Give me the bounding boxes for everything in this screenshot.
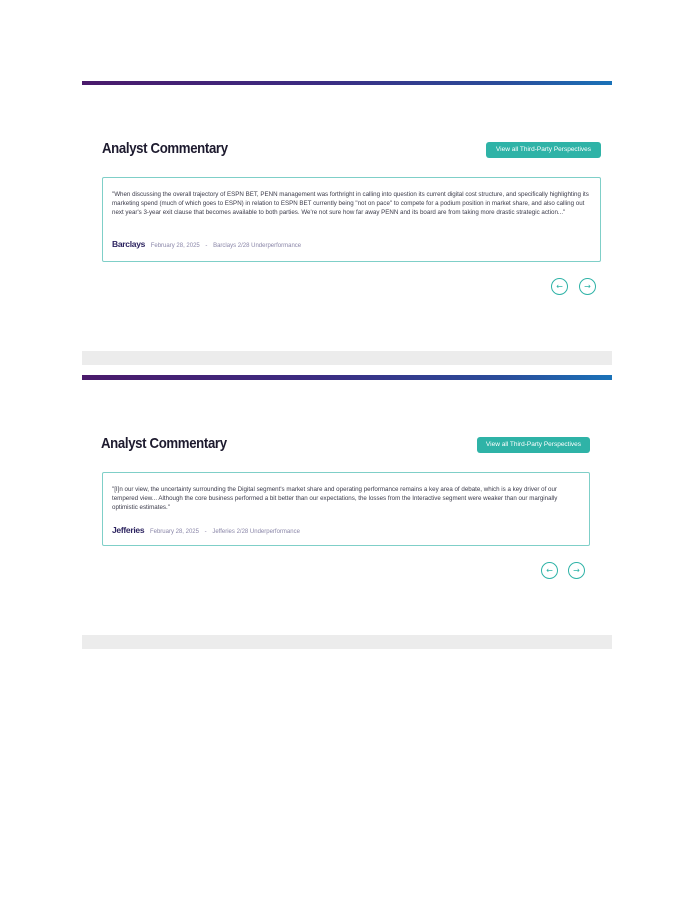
section-title: Analyst Commentary (101, 435, 227, 452)
firm-name: Barclays (112, 239, 146, 249)
separator: - (205, 243, 208, 249)
report-date: February 28, 2025 (149, 529, 199, 535)
section-footer-strip (82, 635, 612, 649)
commentary-card (102, 472, 590, 546)
report-note: Barclays 2/28 Underperformance (213, 243, 302, 249)
prev-arrow-icon[interactable]: ← (541, 562, 558, 579)
source-line (112, 525, 300, 535)
prev-arrow-icon[interactable]: ← (551, 278, 568, 295)
report-note: Jefferies 2/28 Underperformance (212, 529, 300, 535)
view-third-party-perspectives-button[interactable]: View all Third-Party Perspectives (477, 437, 590, 453)
next-arrow-icon[interactable]: → (579, 278, 596, 295)
quote-text: "When discussing the overall trajectory of ESPN BET, PENN management was forthright in calling into question its current digital cost structure, and specifically highlighting its marketing spend (much of which goes to ESPN) in relation to ESPN BET currently being "not on pace" to compete for a podium position in market share, and also calling out next year's 3-year exit clause that becomes available to both parties. We're not sure how far away PENN and its board are from taking more drastic strategic action..." (112, 191, 589, 216)
firm-name: Jefferies (112, 525, 145, 535)
report-date: February 28, 2025 (150, 243, 200, 249)
view-third-party-perspectives-button[interactable]: View all Third-Party Perspectives (486, 142, 601, 158)
separator: - (204, 529, 207, 535)
analyst-commentary-section-2 (82, 0, 612, 660)
gradient-divider (82, 375, 612, 380)
section-title: Analyst Commentary (102, 140, 228, 157)
next-arrow-icon[interactable]: → (568, 562, 585, 579)
quote-text: "[I]n our view, the uncertainty surrounding the Digital segment's market share and operating performance remains a key area of debate, which is a key driver of our tempered view... Although the core business performed a bit better than our expectations, the losses from the Interactive segment were weaker than our marginally optimistic estimates." (112, 486, 558, 511)
